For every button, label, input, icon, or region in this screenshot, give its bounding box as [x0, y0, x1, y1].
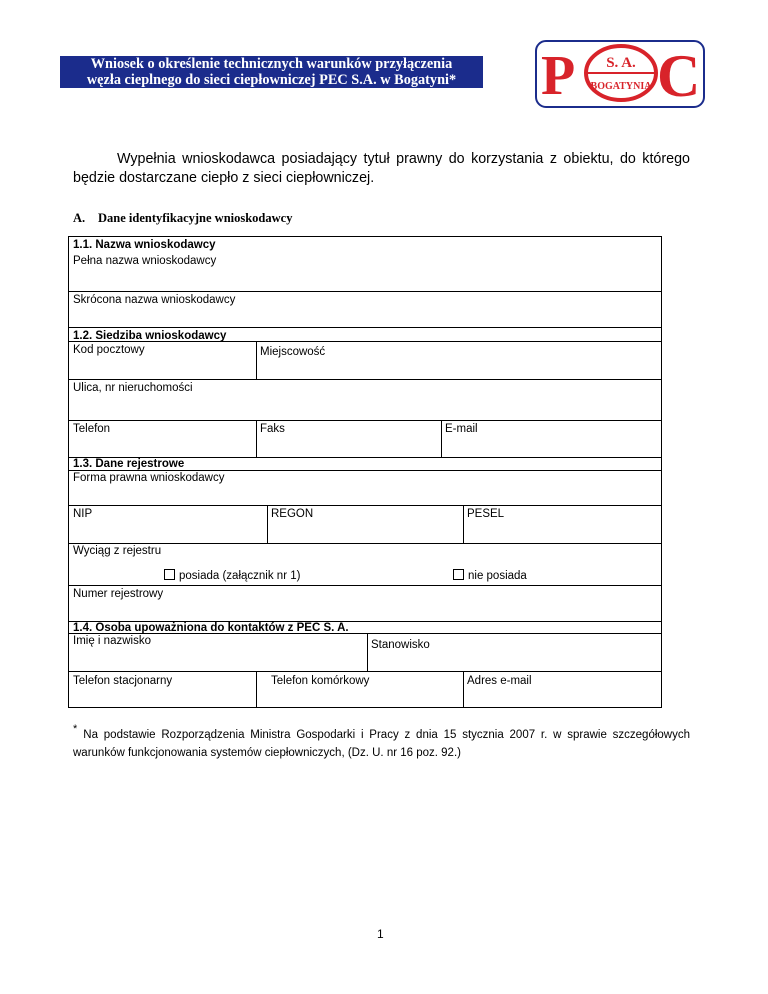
contact-email-field[interactable]: Adres e-mail [467, 675, 532, 687]
has-extract-checkbox[interactable] [164, 569, 175, 580]
postal-code-field[interactable]: Kod pocztowy [73, 344, 145, 356]
has-extract-label: posiada (załącznik nr 1) [179, 570, 301, 582]
page-number: 1 [377, 927, 384, 941]
contact-position-field[interactable]: Stanowisko [371, 639, 430, 651]
section-1-4-header: 1.4. Osoba upoważniona do kontaktów z PEC S. A. [73, 622, 349, 634]
logo-bottom-text: BOGATYNIA [590, 81, 652, 92]
logo-letter-p: P [541, 45, 576, 107]
document-title [60, 56, 483, 88]
intro-text: Wypełnia wnioskodawca posiadający tytuł prawny do korzystania z obiektu, do którego będzie dostarczane ciepło z sieci ciepłowniczej. [73, 151, 690, 186]
footnote [73, 720, 690, 762]
legal-form-field[interactable]: Forma prawna wnioskodawcy [73, 472, 225, 484]
landline-field[interactable]: Telefon stacjonarny [73, 675, 173, 687]
registry-number-field[interactable]: Numer rejestrowy [73, 588, 164, 600]
applicant-form [68, 236, 662, 708]
city-field[interactable]: Miejscowość [260, 346, 326, 358]
registry-extract-label: Wyciąg z rejestru [73, 545, 162, 557]
regon-field[interactable]: REGON [271, 508, 314, 520]
pesel-field[interactable]: PESEL [467, 508, 505, 520]
section-1-1-header: 1.1. Nazwa wnioskodawcy [73, 239, 216, 251]
section-letter: A. [73, 211, 86, 225]
logo-top-text: S. A. [606, 55, 636, 71]
short-name-field[interactable]: Skrócona nazwa wnioskodawcy [73, 294, 236, 306]
fax-field[interactable]: Faks [260, 423, 285, 435]
street-field[interactable]: Ulica, nr nieruchomości [73, 382, 193, 394]
mobile-field[interactable]: Telefon komórkowy [271, 675, 370, 687]
contact-name-field[interactable]: Imię i nazwisko [73, 635, 151, 647]
full-name-field[interactable]: Pełna nazwa wnioskodawcy [73, 255, 217, 267]
pec-logo [535, 40, 705, 108]
intro-paragraph [73, 150, 690, 188]
section-title: Dane identyfikacyjne wnioskodawcy [98, 211, 293, 225]
section-1-2-header: 1.2. Siedziba wnioskodawcy [73, 330, 227, 342]
email-field[interactable]: E-mail [445, 423, 478, 435]
no-extract-checkbox[interactable] [453, 569, 464, 580]
logo-letter-c: C [657, 43, 701, 108]
title-line-2: węzła cieplnego do sieci ciepłowniczej PEC S.A. w Bogatyni* [86, 71, 457, 88]
section-heading [73, 211, 292, 226]
phone-field[interactable]: Telefon [73, 423, 111, 435]
no-extract-label: nie posiada [468, 570, 527, 582]
section-1-3-header: 1.3. Dane rejestrowe [73, 458, 185, 470]
footnote-text: Na podstawie Rozporządzenia Ministra Gospodarki i Pracy z dnia 15 stycznia 2007 r. w sprawie szczegółowych warunków funkcjonowania systemów ciepłowniczych, (Dz. U. nr 16 poz. 92.) [73, 729, 690, 759]
title-line-1: Wniosek o określenie technicznych warunków przyłączenia [90, 56, 453, 72]
nip-field[interactable]: NIP [73, 508, 93, 520]
footnote-mark: * [73, 723, 78, 735]
